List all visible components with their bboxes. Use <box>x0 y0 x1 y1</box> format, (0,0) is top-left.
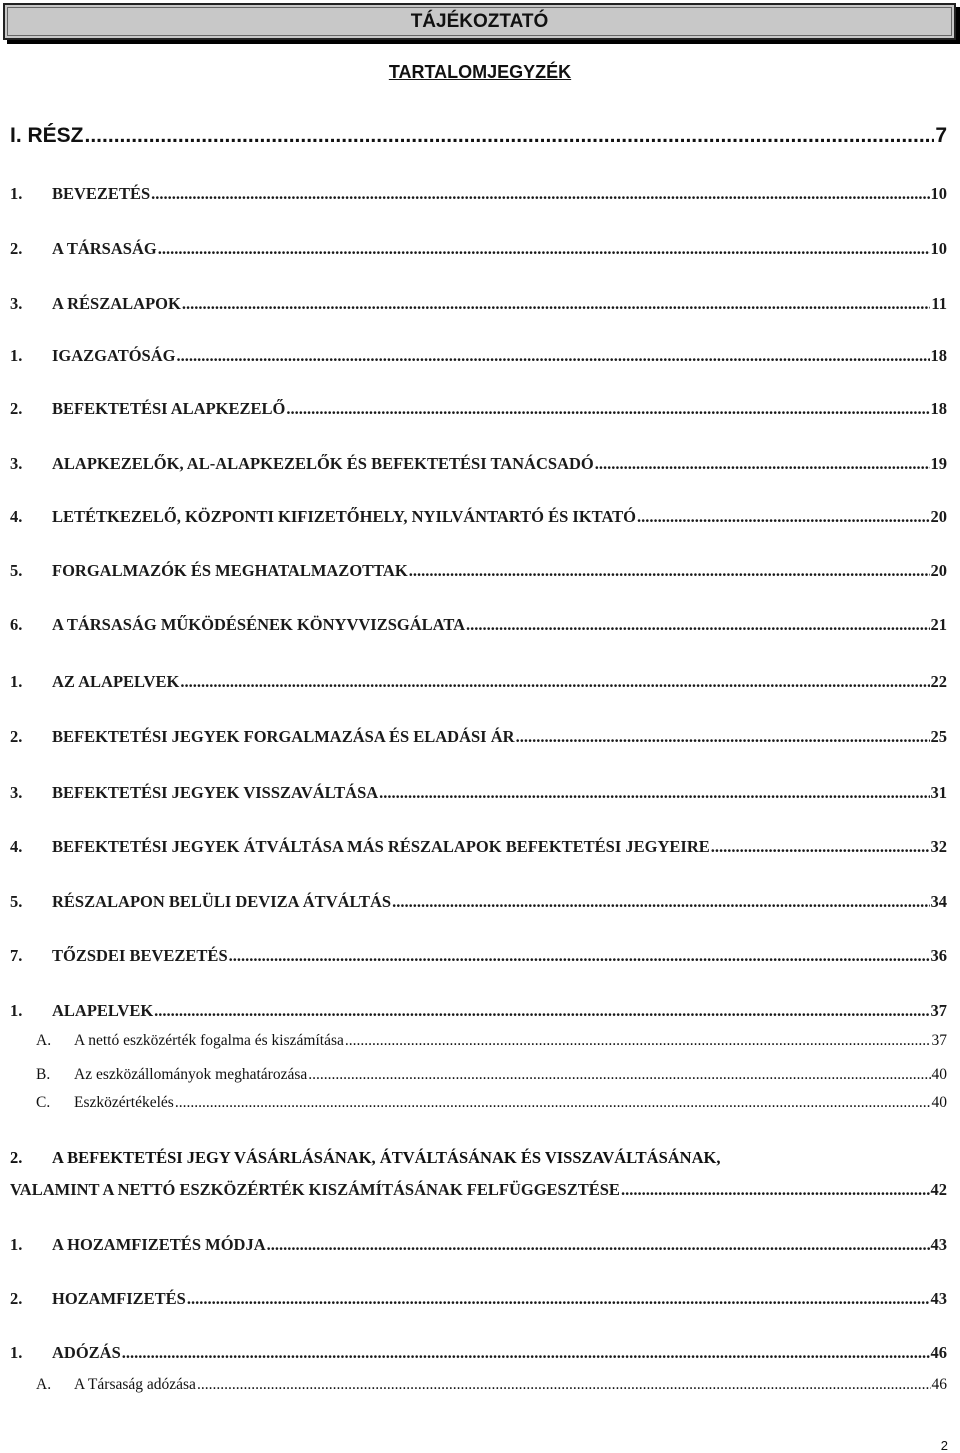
page-number: 2 <box>940 1438 948 1453</box>
toc-entry-label: FORGALMAZÓK ÉS MEGHATALMAZOTTAK <box>52 561 408 580</box>
toc-entry-label: ALAPKEZELŐK, AL-ALAPKEZELŐK ÉS BEFEKTETÉSI TANÁCSADÓ <box>52 454 594 473</box>
toc-entry-number: 2. <box>10 399 23 418</box>
toc-entry-number: B. <box>36 1066 51 1083</box>
toc-entry-label: RÉSZALAPON BELÜLI DEVIZA ÁTVÁLTÁS <box>52 892 392 911</box>
toc-entry[interactable] <box>10 124 947 148</box>
toc-entry-number: 5. <box>10 561 23 580</box>
toc-entry-number: 3. <box>10 783 23 802</box>
dot-leader <box>229 946 930 966</box>
dot-leader <box>154 1001 929 1021</box>
toc-entry-label: BEFEKTETÉSI JEGYEK ÁTVÁLTÁSA MÁS RÉSZALAPOK BEFEKTETÉSI JEGYEIRE <box>52 837 710 856</box>
toc-entry-page: 22 <box>930 672 947 691</box>
toc-entry-page: 18 <box>930 399 947 418</box>
toc-entry[interactable] <box>10 1001 947 1021</box>
toc-entry-number: 3. <box>10 294 23 313</box>
dot-leader <box>286 399 929 419</box>
toc-entry[interactable] <box>10 837 947 857</box>
toc-entry-number: 7. <box>10 946 23 965</box>
dot-leader <box>308 1066 930 1084</box>
toc-entry-number: A. <box>36 1376 52 1393</box>
toc-entry-label: LETÉTKEZELŐ, KÖZPONTI KIFIZETŐHELY, NYILVÁNTARTÓ ÉS IKTATÓ <box>52 507 636 526</box>
toc-entry-number: 1. <box>10 1343 23 1362</box>
toc-entry-label: A TÁRSASÁG MŰKÖDÉSÉNEK KÖNYVVIZSGÁLATA <box>52 615 466 634</box>
toc-entry-number: 5. <box>10 892 23 911</box>
toc-entry[interactable] <box>10 507 947 527</box>
dot-leader <box>176 346 929 366</box>
toc-entry[interactable] <box>10 672 947 692</box>
dot-leader <box>516 727 930 747</box>
toc-entry-page: 7 <box>935 124 947 147</box>
toc-entry-page: 43 <box>930 1235 947 1254</box>
toc-entry-label: Az eszközállományok meghatározása <box>74 1066 308 1083</box>
toc-entry-page: 20 <box>930 561 947 580</box>
toc-entry-number: 1. <box>10 184 23 203</box>
toc-entry-label: I. RÉSZ <box>10 124 84 147</box>
dot-leader <box>711 837 930 857</box>
toc-entry[interactable] <box>10 1343 947 1363</box>
toc-entry-page: 10 <box>930 184 947 203</box>
dot-leader <box>621 1180 930 1200</box>
toc-entry-page: 43 <box>930 1289 947 1308</box>
toc-entry[interactable] <box>10 615 947 635</box>
toc-entry[interactable] <box>10 239 947 259</box>
dot-leader <box>466 615 929 635</box>
banner-title: TÁJÉKOZTATÓ <box>410 11 549 32</box>
dot-leader <box>85 124 935 148</box>
toc-entry-page: 34 <box>930 892 947 911</box>
toc-entry[interactable] <box>10 1235 947 1255</box>
toc-entry-label: ADÓZÁS <box>52 1343 121 1362</box>
toc-entry-label: A Társaság adózása <box>74 1376 196 1393</box>
toc-entry-page: 18 <box>930 346 947 365</box>
toc-entry[interactable] <box>36 1066 947 1084</box>
toc-entry-page: 36 <box>930 946 947 965</box>
toc-entry-page: 31 <box>930 783 947 802</box>
toc-entry-label: A RÉSZALAPOK <box>52 294 181 313</box>
toc-entry[interactable] <box>10 1180 947 1200</box>
toc-entry-page: 32 <box>930 837 947 856</box>
toc-title: TARTALOMJEGYZÉK <box>388 62 572 82</box>
dot-leader <box>267 1235 930 1255</box>
dot-leader <box>637 507 930 527</box>
toc-entry[interactable] <box>10 399 947 419</box>
toc-entry-label: BEVEZETÉS <box>52 184 151 203</box>
toc-entry-number: 6. <box>10 615 23 634</box>
toc-entry-label: A nettó eszközérték fogalma és kiszámítása <box>74 1032 344 1049</box>
toc-entry-page: 25 <box>930 727 947 746</box>
toc-entry[interactable] <box>36 1032 947 1050</box>
dot-leader <box>151 184 929 204</box>
toc-entry[interactable] <box>10 294 947 314</box>
toc-entry[interactable] <box>10 454 947 474</box>
toc-entry-number: 2. <box>10 239 23 258</box>
toc-entry[interactable] <box>10 561 947 581</box>
document-banner <box>3 3 956 40</box>
toc-entry-label: IGAZGATÓSÁG <box>52 346 176 365</box>
toc-entry-page: 37 <box>930 1001 947 1020</box>
toc-entry[interactable] <box>36 1094 947 1112</box>
toc-entry-page: 40 <box>931 1066 947 1083</box>
toc-entry-label: VALAMINT A NETTÓ ESZKÖZÉRTÉK KISZÁMÍTÁSÁNAK FELFÜGGESZTÉSE <box>10 1180 620 1199</box>
dot-leader <box>182 294 931 314</box>
dot-leader <box>158 239 930 259</box>
toc-entry[interactable] <box>10 783 947 803</box>
toc-entry-number: 1. <box>10 1001 23 1020</box>
dot-leader <box>197 1376 931 1394</box>
toc-entry-label: BEFEKTETÉSI JEGYEK VISSZAVÁLTÁSA <box>52 783 379 802</box>
toc-entry[interactable] <box>10 1289 947 1309</box>
toc-entry-label: ALAPELVEK <box>52 1001 154 1020</box>
dot-leader <box>345 1032 931 1050</box>
dot-leader <box>187 1289 930 1309</box>
toc-entry-page: 20 <box>930 507 947 526</box>
dot-leader <box>595 454 930 474</box>
toc-entry-line[interactable] <box>10 1148 720 1168</box>
toc-entry-number: 2. <box>10 1289 23 1308</box>
toc-entry-number: C. <box>36 1094 51 1111</box>
toc-entry-page: 10 <box>930 239 947 258</box>
toc-entry-page: 19 <box>930 454 947 473</box>
toc-entry-number: A. <box>36 1032 52 1049</box>
toc-entry-page: 46 <box>931 1376 947 1393</box>
toc-entry[interactable] <box>36 1376 947 1394</box>
dot-leader <box>180 672 929 692</box>
toc-entry-page: 40 <box>931 1094 947 1111</box>
toc-entry[interactable] <box>10 346 947 366</box>
toc-entry-label: HOZAMFIZETÉS <box>52 1289 186 1308</box>
toc-entry[interactable] <box>10 184 947 204</box>
toc-entry-number: 2. <box>10 727 23 746</box>
toc-entry-label: BEFEKTETÉSI JEGYEK FORGALMAZÁSA ÉS ELADÁSI ÁR <box>52 727 515 746</box>
toc-entry[interactable] <box>10 892 947 912</box>
toc-entry-label: A HOZAMFIZETÉS MÓDJA <box>52 1235 266 1254</box>
toc-entry-number: 2. <box>10 1148 23 1167</box>
toc-entry[interactable] <box>10 946 947 966</box>
dot-leader <box>175 1094 931 1112</box>
toc-entry-page: 37 <box>931 1032 947 1049</box>
toc-entry-page: 42 <box>930 1180 947 1199</box>
toc-entry-number: 4. <box>10 837 23 856</box>
toc-entry-label: Eszközértékelés <box>74 1094 174 1111</box>
toc-entry-page: 11 <box>931 294 947 313</box>
toc-entry-label: TŐZSDEI BEVEZETÉS <box>52 946 228 965</box>
toc-entry-number: 1. <box>10 1235 23 1254</box>
toc-entry-page: 21 <box>930 615 947 634</box>
dot-leader <box>409 561 930 581</box>
toc-entry-label: A BEFEKTETÉSI JEGY VÁSÁRLÁSÁNAK, ÁTVÁLTÁSÁNAK ÉS VISSZAVÁLTÁSÁNAK, <box>52 1148 721 1167</box>
toc-entry-page: 46 <box>930 1343 947 1362</box>
dot-leader <box>392 892 929 912</box>
toc-entry-label: AZ ALAPELVEK <box>52 672 180 691</box>
toc-entry-number: 4. <box>10 507 23 526</box>
dot-leader <box>379 783 929 803</box>
toc-entry-label: A TÁRSASÁG <box>52 239 157 258</box>
toc-entry-number: 1. <box>10 672 23 691</box>
toc-entry-number: 3. <box>10 454 23 473</box>
toc-entry-label: BEFEKTETÉSI ALAPKEZELŐ <box>52 399 286 418</box>
dot-leader <box>122 1343 930 1363</box>
toc-entry-number: 1. <box>10 346 23 365</box>
toc-entry[interactable] <box>10 727 947 747</box>
